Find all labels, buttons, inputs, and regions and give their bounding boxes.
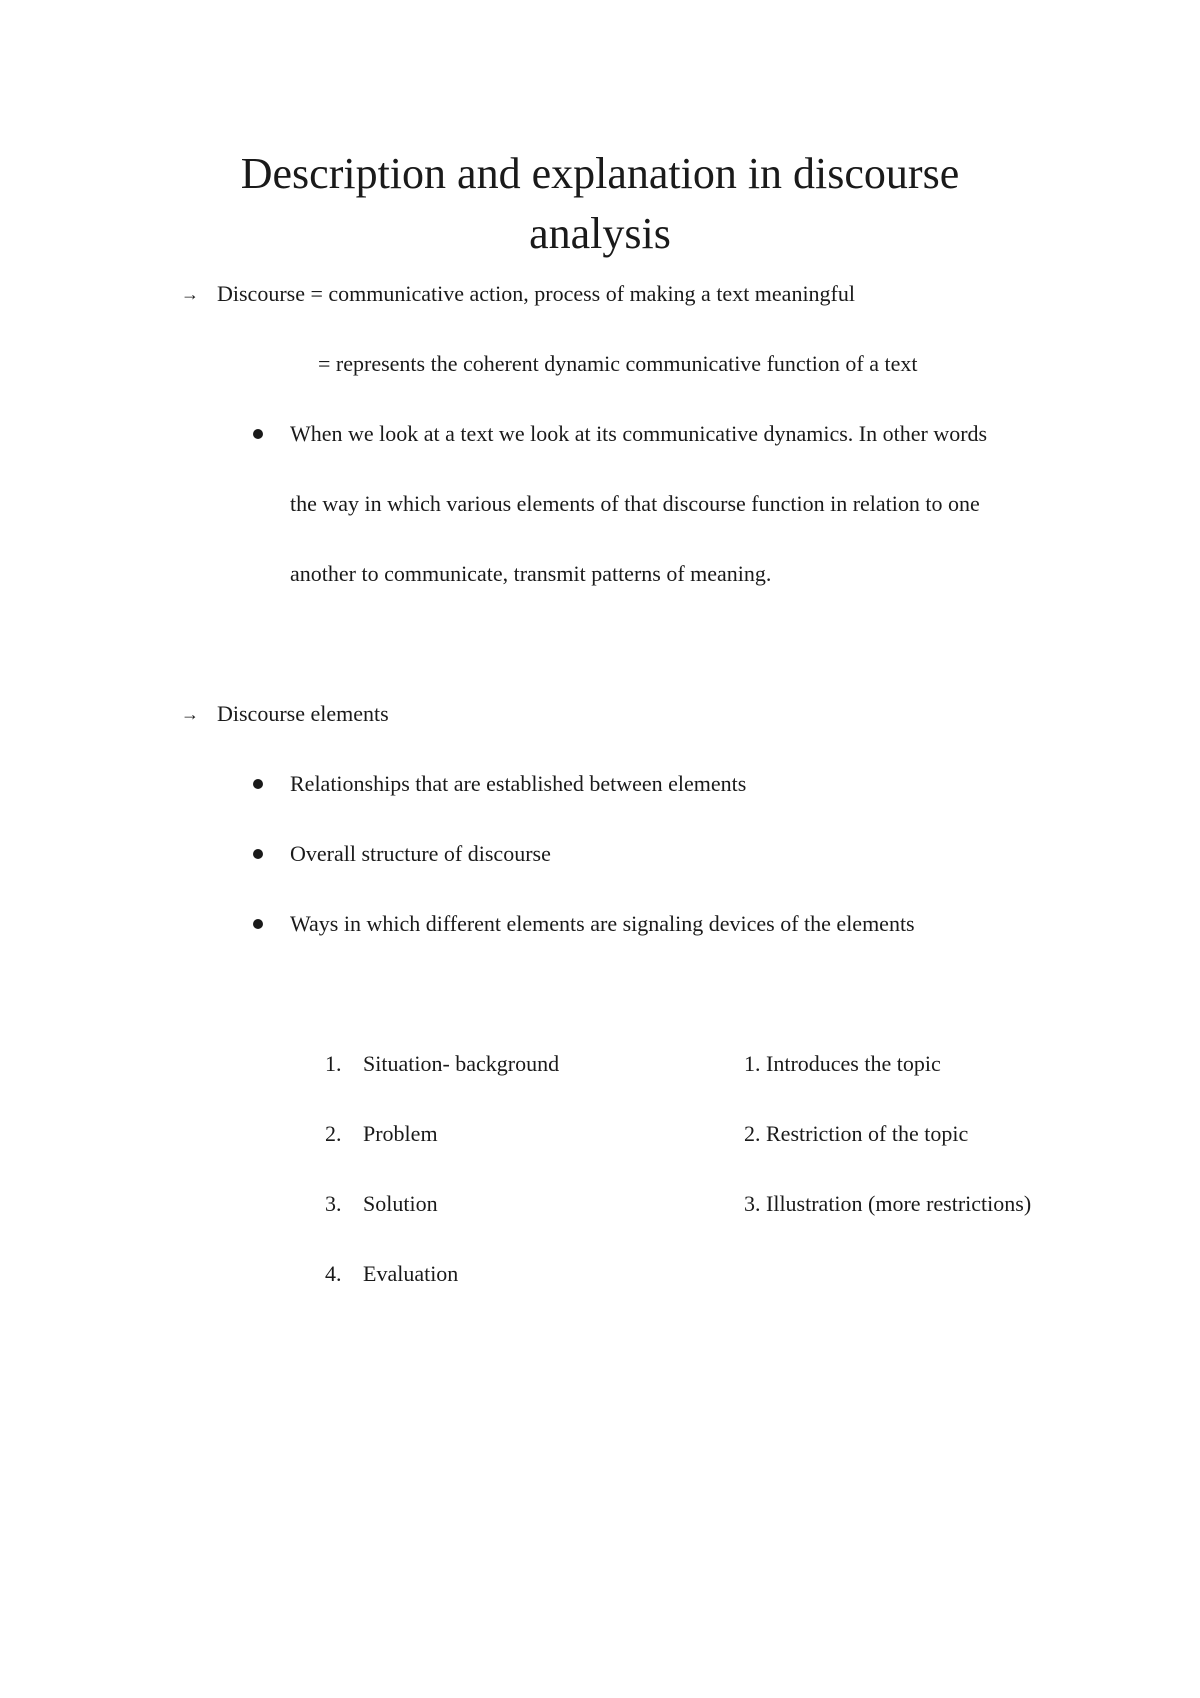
list-number: 3. [325,1191,342,1216]
bullet-text-line: another to communicate, transmit patterns of meaning. [290,561,772,586]
right-list-item: 3. Illustration (more restrictions) [744,1191,1032,1216]
right-list-item: 1. Introduces the topic [744,1051,941,1076]
list-number: 1. [325,1051,342,1076]
list-item: Evaluation [363,1261,459,1286]
definition-continuation: = represents the coherent dynamic communicative function of a text [318,351,918,376]
bullet-item: Ways in which different elements are signaling devices of the elements [290,911,915,936]
bullet-text-line: the way in which various elements of that discourse function in relation to one [290,491,980,516]
list-item: Situation- background [363,1051,560,1076]
title-line-2: analysis [529,209,671,258]
list-number: 2. [325,1121,342,1146]
bullet-icon [253,919,263,929]
list-item: Problem [363,1121,438,1146]
bullet-item: Relationships that are established between elements [290,771,747,796]
bullet-icon [253,849,263,859]
title-line-1: Description and explanation in discourse [240,149,960,198]
list-item: Solution [363,1191,438,1216]
page-title [150,144,1050,264]
bullet-icon [253,779,263,789]
arrow-icon: → [181,704,199,724]
right-list-item: 2. Restriction of the topic [744,1121,969,1146]
arrow-icon: → [181,284,199,304]
bullet-icon [253,429,263,439]
section-heading: Discourse = communicative action, process of making a text meaningful [217,281,855,306]
bullet-text-line: When we look at a text we look at its communicative dynamics. In other words [290,421,988,446]
bullet-item: Overall structure of discourse [290,841,551,866]
list-number: 4. [325,1261,342,1286]
section-heading: Discourse elements [217,701,389,726]
